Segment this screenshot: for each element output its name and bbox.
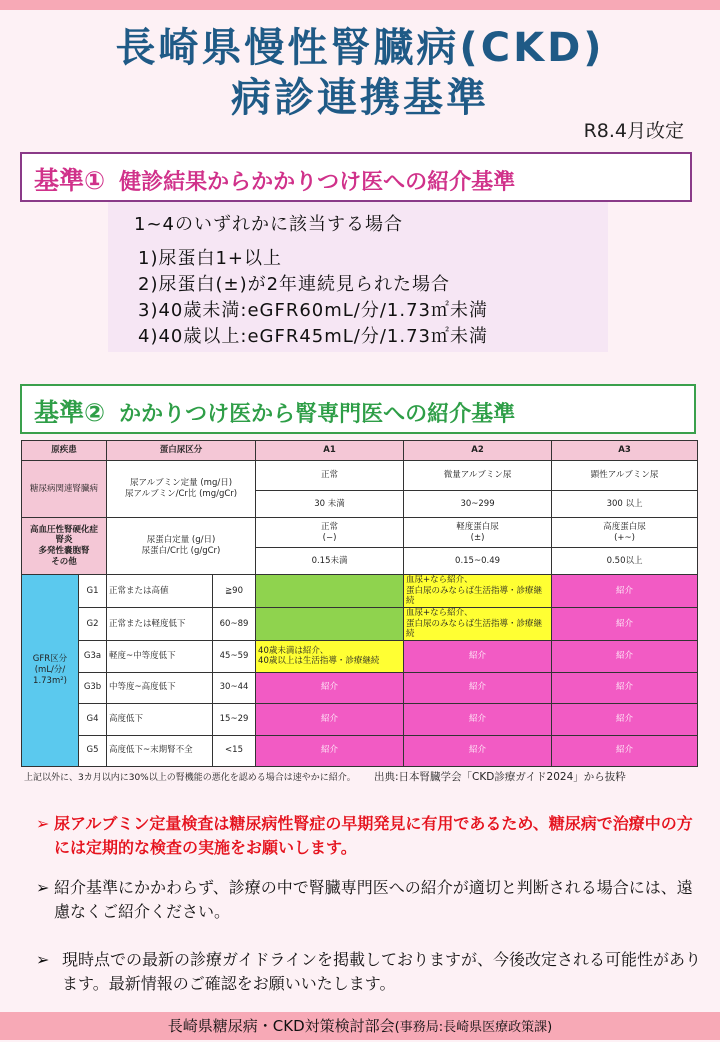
cell-g3a-a2: 紹介: [404, 640, 552, 672]
gfr-description: 軽度~中等度低下: [107, 640, 213, 672]
cell-g4-a3: 紹介: [552, 703, 698, 735]
criterion1-item: 2)尿蛋白(±)が2年連続見られた場合: [138, 274, 451, 295]
arrow-bullet-icon: ➢: [36, 950, 50, 969]
gfr-description: 正常または軽度低下: [107, 607, 213, 640]
cell-g4-a1: 紹介: [256, 703, 404, 735]
disease-diabetes: 糖尿病関連腎臓病: [22, 461, 107, 518]
measure-protein: 尿蛋白定量 (g/日) 尿蛋白/Cr比 (g/gCr): [107, 518, 256, 575]
gfr-grade: G3b: [79, 672, 107, 703]
cell-g5-a3: 紹介: [552, 735, 698, 766]
cell-g3b-a3: 紹介: [552, 672, 698, 703]
other-a3-label: 高度蛋白尿 (+~): [552, 518, 698, 548]
gfr-range: 45~59: [213, 640, 256, 672]
diabetes-a3-value: 300 以上: [552, 491, 698, 518]
gfr-grade: G1: [79, 575, 107, 608]
diabetes-a2-label: 微量アルブミン尿: [404, 461, 552, 491]
other-a1-label: 正常 (−): [256, 518, 404, 548]
criterion1-item: 3)40歳未満:eGFR60mL/分/1.73㎡未満: [138, 300, 488, 321]
cell-g3b-a1: 紹介: [256, 672, 404, 703]
cell-g3b-a2: 紹介: [404, 672, 552, 703]
gfr-range: 30~44: [213, 672, 256, 703]
cell-g5-a2: 紹介: [404, 735, 552, 766]
criterion2-heading: かかりつけ医から腎専門医への紹介基準: [119, 402, 516, 427]
arrow-bullet-icon: ➢: [36, 878, 50, 897]
gfr-description: 正常または高値: [107, 575, 213, 608]
diabetes-a1-label: 正常: [256, 461, 404, 491]
other-a1-value: 0.15未満: [256, 548, 404, 575]
diabetes-a2-value: 30~299: [404, 491, 552, 518]
arrow-bullet-icon: ➢: [36, 814, 50, 833]
criterion2-header: [20, 384, 696, 434]
gfr-category-label: GFR区分 (mL/分/ 1.73m²): [22, 575, 79, 767]
footer-organization: 長崎県糖尿病・CKD対策検討部会: [167, 1017, 395, 1035]
page-subtitle: 病診連携基準: [231, 75, 489, 121]
cell-g2-a3: 紹介: [552, 607, 698, 640]
notice-guideline: [36, 948, 712, 996]
gfr-grade: G2: [79, 607, 107, 640]
page-title: 長崎県慢性腎臓病(CKD): [115, 25, 605, 71]
criterion1-header: [20, 152, 692, 202]
notice-text: 現時点での最新の診療ガイドラインを掲載しておりますが、今後改定される可能性があります。最新情報のご確認をお願いいたします。: [62, 950, 702, 993]
criterion1-label: 基準①: [34, 166, 106, 195]
revision-date: R8.4月改定: [583, 120, 684, 142]
gfr-description: 高度低下~末期腎不全: [107, 735, 213, 766]
cell-g2-a1: [256, 607, 404, 640]
cell-g2-a2: 血尿+なら紹介、 蛋白尿のみならば生活指導・診療継続: [404, 607, 552, 640]
gfr-description: 中等度~高度低下: [107, 672, 213, 703]
cell-g3a-a3: 紹介: [552, 640, 698, 672]
gfr-grade: G5: [79, 735, 107, 766]
cell-g5-a1: 紹介: [256, 735, 404, 766]
gfr-range: ≧90: [213, 575, 256, 608]
notice-albumin-test: [36, 812, 704, 860]
disease-other: 高血圧性腎硬化症 腎炎 多発性嚢胞腎 その他: [22, 518, 107, 575]
gfr-range: 60~89: [213, 607, 256, 640]
gfr-grade: G4: [79, 703, 107, 735]
other-a2-value: 0.15~0.49: [404, 548, 552, 575]
gfr-description: 高度低下: [107, 703, 213, 735]
notice-text: 尿アルブミン定量検査は糖尿病性腎症の早期発見に有用であるため、糖尿病で治療中の方には定期的な検査の実施をお願いします。: [54, 814, 693, 857]
header-a1: A1: [256, 441, 404, 461]
diabetes-a1-value: 30 未満: [256, 491, 404, 518]
criterion2-label: 基準②: [34, 398, 106, 427]
header-a2: A2: [404, 441, 552, 461]
gfr-range: <15: [213, 735, 256, 766]
header-a3: A3: [552, 441, 698, 461]
header-disease: 原疾患: [22, 441, 107, 461]
other-a3-value: 0.50以上: [552, 548, 698, 575]
notice-text: 紹介基準にかかわらず、診療の中で腎臓専門医への紹介が適切と判断される場合には、遠慮なくご紹介ください。: [54, 878, 693, 921]
cell-g3a-a1: 40歳未満は紹介、 40歳以上は生活指導・診療継続: [256, 640, 404, 672]
criterion1-item: 1)尿蛋白1+以上: [138, 248, 283, 269]
cell-g1-a2: 血尿+なら紹介、 蛋白尿のみならば生活指導・診療継続: [404, 575, 552, 608]
measure-albumin: 尿アルブミン定量 (mg/日) 尿アルブミン/Cr比 (mg/gCr): [107, 461, 256, 518]
gfr-range: 15~29: [213, 703, 256, 735]
footer: [0, 1012, 720, 1040]
criterion1-conditions: [108, 202, 608, 352]
notice-referral: [36, 876, 704, 924]
footer-office: (事務局:長崎県医療政策課): [394, 1020, 553, 1035]
header-protein-category: 蛋白尿区分: [107, 441, 256, 461]
cell-g1-a1: [256, 575, 404, 608]
criterion1-intro: 1~4のいずれかに該当する場合: [134, 214, 403, 235]
criterion1-item: 4)40歳以上:eGFR45mL/分/1.73㎡未満: [138, 326, 488, 347]
matrix-footnote: 上記以外に、3カ月以内に30%以上の腎機能の悪化を認める場合は速やかに紹介。: [24, 773, 356, 783]
top-band: [0, 0, 720, 10]
criterion1-heading: 健診結果からかかりつけ医への紹介基準: [119, 170, 516, 195]
matrix-source: 出典:日本腎臓学会「CKD診療ガイド2024」から抜粋: [374, 771, 626, 783]
cell-g4-a2: 紹介: [404, 703, 552, 735]
referral-matrix: [21, 440, 698, 767]
diabetes-a3-label: 顕性アルブミン尿: [552, 461, 698, 491]
cell-g1-a3: 紹介: [552, 575, 698, 608]
gfr-grade: G3a: [79, 640, 107, 672]
other-a2-label: 軽度蛋白尿 (±): [404, 518, 552, 548]
